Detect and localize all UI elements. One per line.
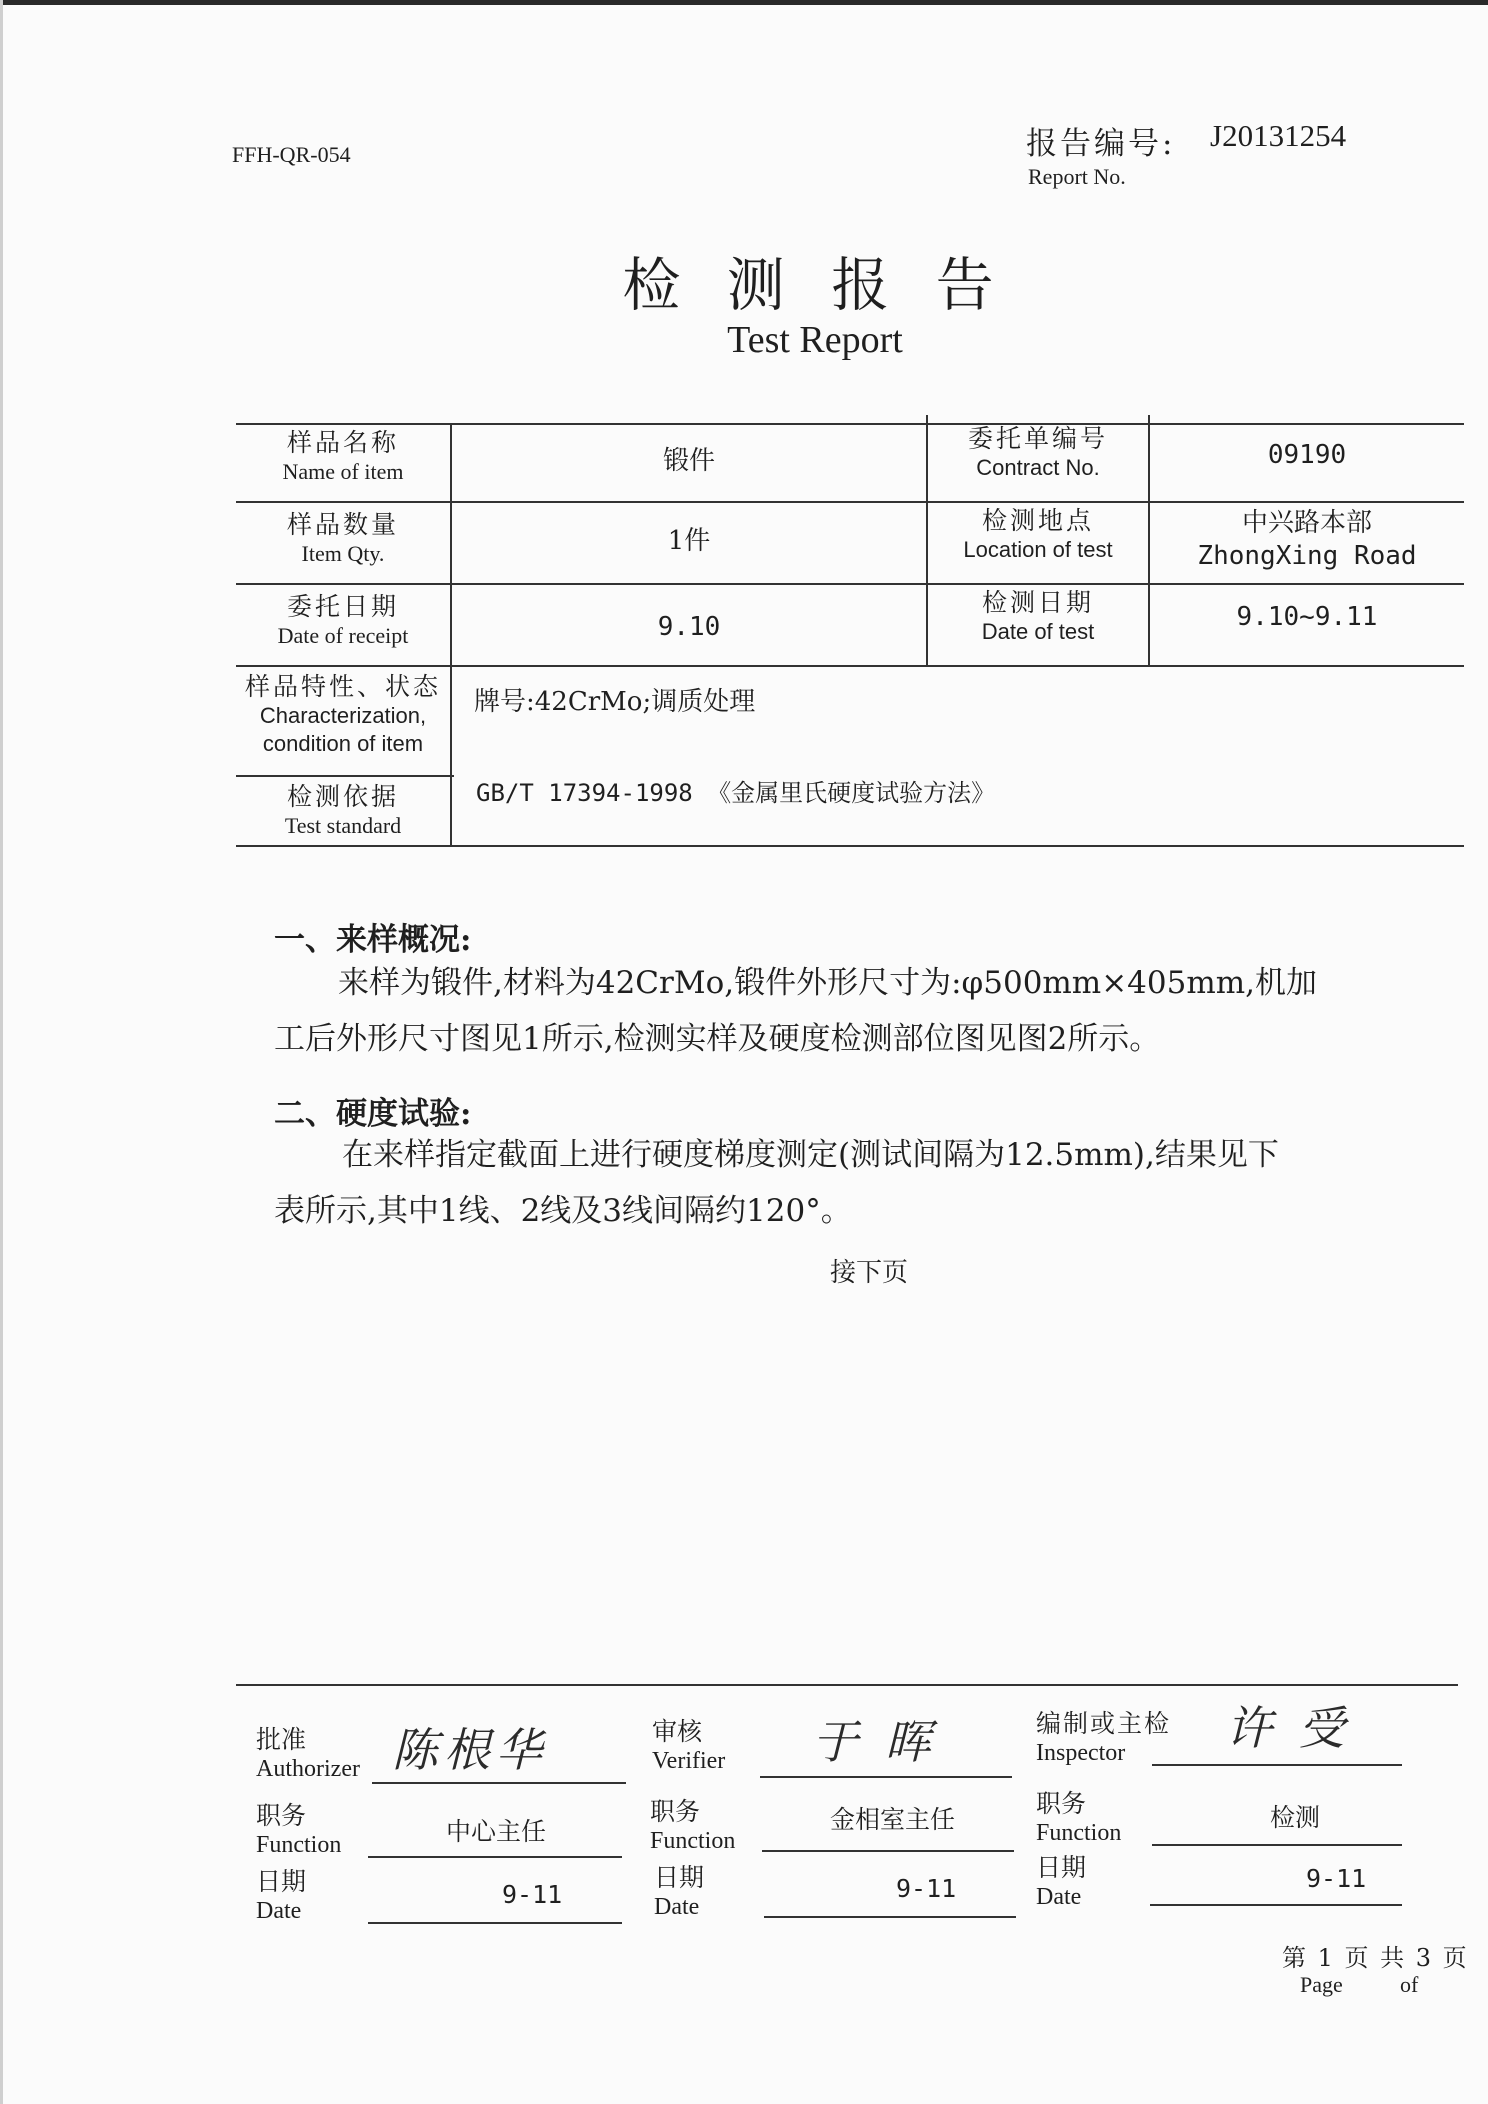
characterization-value: 牌号:42CrMo;调质处理 [474, 687, 756, 717]
continued-note: 接下页 [830, 1258, 909, 1288]
section2-line2: 表所示,其中1线、2线及3线间隔约120°。 [274, 1193, 852, 1229]
characterization-label: 样品特性、状态 Characterization, condition of item [244, 672, 441, 756]
page-top-edge [0, 0, 1488, 5]
inspector-label: 编制或主检 Inspector [1036, 1709, 1172, 1766]
section2-heading: 二、硬度试验: [274, 1096, 472, 1132]
title-en: Test Report [727, 319, 903, 361]
section1-heading: 一、来样概况: [274, 922, 472, 958]
verifier-signature: 于 晖 [812, 1715, 937, 1769]
inspector-function-line [1152, 1844, 1402, 1846]
inspector-signature: 许 受 [1226, 1701, 1351, 1755]
verifier-date-value: 9-11 [896, 1874, 957, 1903]
date-test-label: 检测日期 Date of test [981, 588, 1095, 645]
location-label: 检测地点 Location of test [963, 506, 1113, 563]
name-of-item-label: 样品名称 Name of item [282, 428, 404, 485]
section2-line1: 在来样指定截面上进行硬度梯度测定(测试间隔为12.5mm),结果见下 [342, 1137, 1279, 1173]
authorizer-signature: 陈根华 [392, 1723, 548, 1777]
title-cn: 检 测 报 告 [622, 251, 1008, 319]
verifier-date-label: 日期 Date [654, 1863, 705, 1920]
contract-no-label: 委托单编号 Contract No. [967, 424, 1108, 481]
table-rule [236, 775, 454, 777]
table-rule [236, 583, 1464, 585]
inspector-date-line [1150, 1904, 1402, 1906]
authorizer-date-value: 9-11 [502, 1880, 563, 1909]
authorizer-function-value: 中心主任 [446, 1817, 547, 1846]
info-table [236, 415, 1464, 855]
report-no-label-cn: 报告编号: [1026, 126, 1176, 162]
date-receipt-value: 9.10 [657, 612, 721, 642]
table-rule [236, 423, 1464, 425]
page-label-en: Page [1300, 1972, 1343, 1997]
location-value: 中兴路本部 ZhongXing Road [1197, 508, 1417, 571]
page-number-cn: 第 1 页 共 3 页 [1282, 1944, 1469, 1972]
section1-line1: 来样为锻件,材料为42CrMo,锻件外形尺寸为:φ500mm×405mm,机加 [338, 965, 1317, 1001]
authorizer-date-label: 日期 Date [256, 1867, 307, 1924]
table-rule [236, 501, 1464, 503]
report-no-value: J20131254 [1210, 118, 1347, 153]
authorizer-label: 批准 Authorizer [256, 1725, 360, 1782]
authorizer-function-line [368, 1856, 622, 1858]
verifier-function-value: 金相室主任 [830, 1805, 956, 1834]
verifier-function-label: 职务 Function [650, 1797, 736, 1854]
inspector-date-label: 日期 Date [1036, 1853, 1087, 1910]
date-test-value: 9.10~9.11 [1236, 602, 1378, 632]
verifier-label: 审核 Verifier [652, 1717, 726, 1774]
inspector-signature-line [1152, 1764, 1402, 1766]
inspector-function-label: 职务 Function [1036, 1789, 1122, 1846]
authorizer-function-label: 职务 Function [256, 1801, 342, 1858]
contract-no-value: 09190 [1267, 440, 1347, 470]
table-rule [236, 845, 1464, 847]
verifier-signature-line [760, 1776, 1012, 1778]
form-code: FFH-QR-054 [232, 142, 351, 167]
verifier-function-line [762, 1850, 1014, 1852]
signature-top-rule [236, 1684, 1458, 1686]
test-standard-value: GB/T 17394-1998 《金属里氏硬度试验方法》 [476, 779, 996, 807]
authorizer-signature-line [372, 1782, 626, 1784]
of-label-en: of [1400, 1972, 1419, 1997]
date-receipt-label: 委托日期 Date of receipt [277, 592, 409, 649]
test-standard-label: 检测依据 Test standard [284, 782, 402, 839]
name-of-item-value: 锻件 [662, 446, 715, 476]
verifier-date-line [764, 1916, 1016, 1918]
authorizer-date-line [368, 1922, 622, 1924]
section1-line2: 工后外形尺寸图见1所示,检测实样及硬度检测部位图见图2所示。 [274, 1021, 1161, 1057]
report-no-label-en: Report No. [1028, 164, 1126, 189]
item-qty-value: 1件 [667, 526, 711, 556]
item-qty-label: 样品数量 Item Qty. [286, 510, 399, 567]
inspector-date-value: 9-11 [1306, 1864, 1367, 1893]
table-rule [236, 665, 1464, 667]
inspector-function-value: 检测 [1270, 1803, 1321, 1832]
